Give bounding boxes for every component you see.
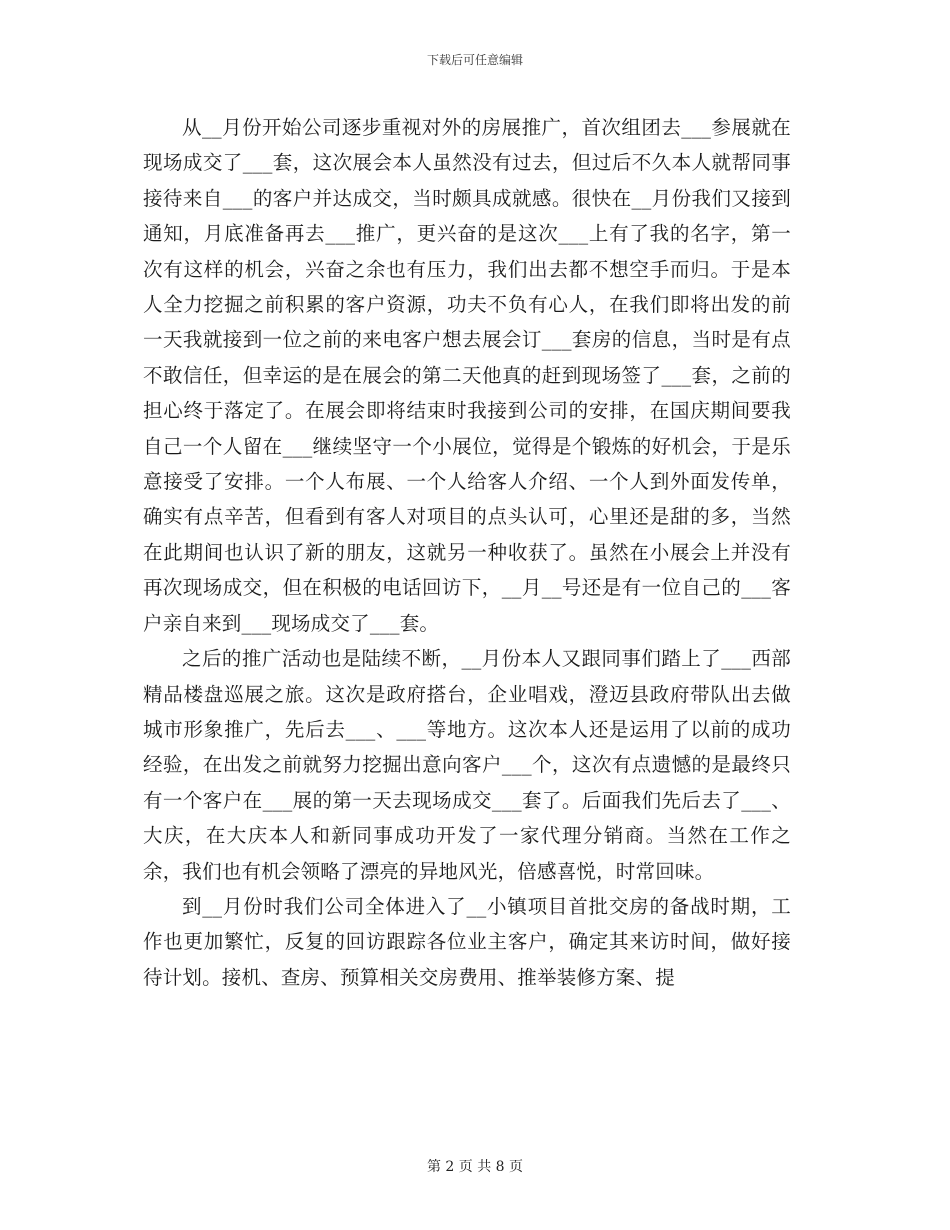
paragraph-1: 从__月份开始公司逐步重视对外的房展推广，首次组团去___参展就在现场成交了___套，这次展会本人虽然没有过去，但过后不久本人就帮同事接待来自___的客户并达成交，当时颇具成就感。很快在__月份我们又接到通知，月底准备再去___推广，更兴奋的是这次___上有了我的名字，第一次有这样的机会，兴奋之余也有压力，我们出去都不想空手而归。于是本人全力挖掘之前积累的客户资源，功夫不负有心人，在我们即将出发的前一天我就接到一位之前的来电客户想去展会订___套房的信息，当时是有点不敢信任，但幸运的是在展会的第二天他真的赶到现场签了___套，之前的担心终于落定了。在展会即将结束时我接到公司的安排，在国庆期间要我自己一个人留在___继续坚守一个小展位，觉得是个锻炼的好机会，于是乐意接受了安排。一个人布展、一个人给客人介绍、一个人到外面发传单，确实有点辛苦，但看到有客人对项目的点头认可，心里还是甜的多，当然在此期间也认识了新的朋友，这就另一种收获了。虽然在小展会上并没有再次现场成交，但在积极的电话回访下，__月__号还是有一位自己的___客户亲自来到___现场成交了___套。	[143, 116, 791, 635]
document-body	[143, 110, 791, 995]
paragraph-2: 之后的推广活动也是陆续不断，__月份本人又跟同事们踏上了___西部精品楼盘巡展之旅。这次是政府搭台，企业唱戏，澄迈县政府带队出去做城市形象推广，先后去___、___等地方。这次本人还是运用了以前的成功经验，在出发之前就努力挖掘出意向客户___个，这次有点遗憾的是最终只有一个客户在___展的第一天去现场成交___套了。后面我们先后去了___、大庆，在大庆本人和新同事成功开发了一家代理分销商。当然在工作之余，我们也有机会领略了漂亮的异地风光，倍感喜悦，时常回味。	[143, 647, 791, 883]
page-header: 下载后可任意编辑	[426, 53, 523, 67]
paragraph-3: 到__月份时我们公司全体进入了__小镇项目首批交房的备战时期，工作也更加繁忙，反复的回访跟踪各位业主客户，确定其来访时间，做好接待计划。接机、查房、预算相关交房费用、推举装修方案、提	[143, 894, 791, 989]
page-footer: 第 2 页 共 8 页	[426, 1159, 524, 1175]
